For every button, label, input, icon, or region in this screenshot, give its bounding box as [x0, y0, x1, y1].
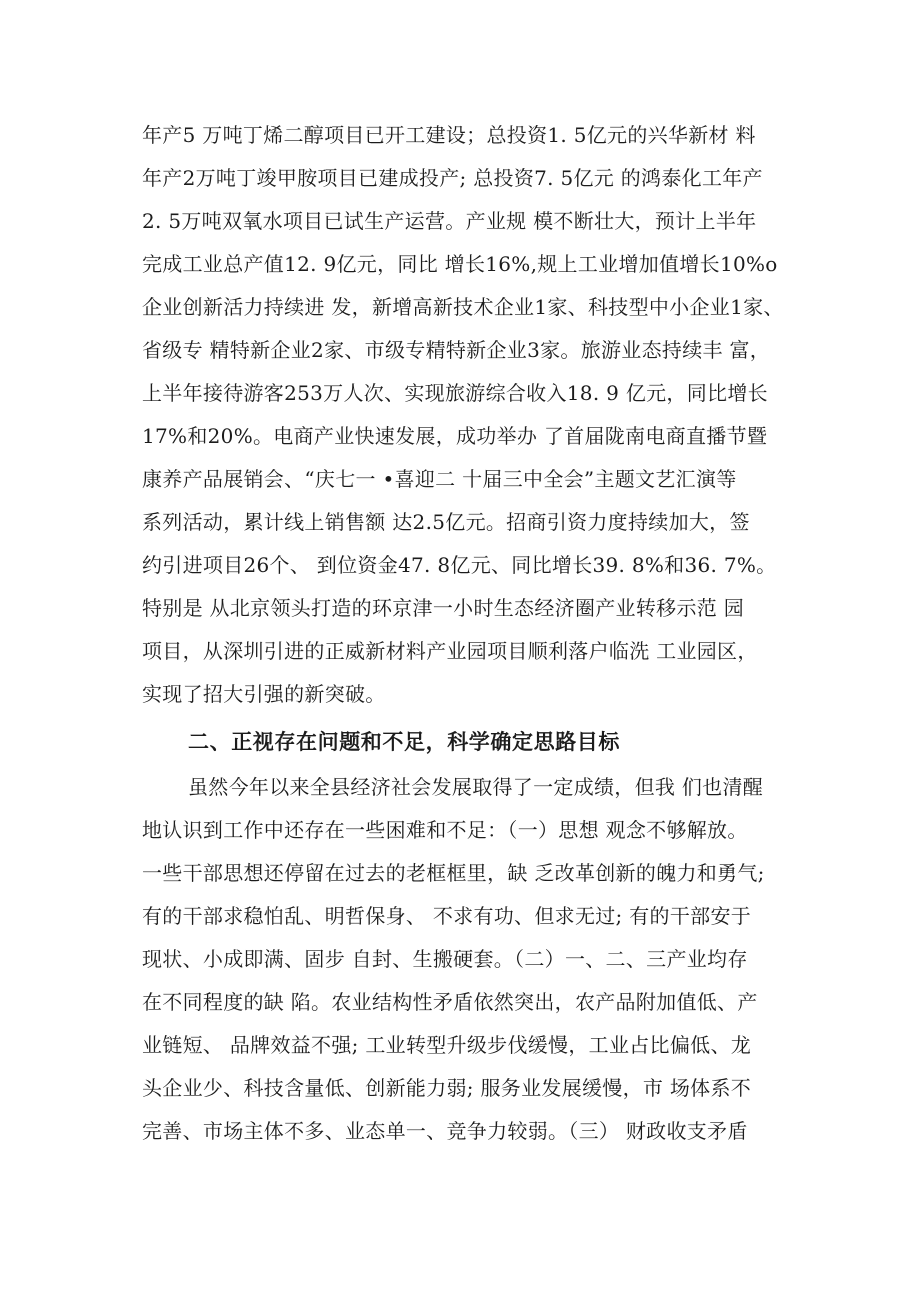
paragraph-line: 省级专 精特新企业2家、市级专精特新企业3家。旅游业态持续丰 富，: [142, 338, 771, 362]
paragraph-line: 年产2万吨丁竣甲胺项目已建成投产; 总投资7. 5亿元 的鸿泰化工年产: [142, 166, 763, 190]
paragraph-line: 实现了招大引强的新突破。: [142, 682, 386, 706]
paragraph-line: 上半年接待游客253万人次、实现旅游综合收入18. 9 亿元，同比增长: [142, 381, 768, 405]
paragraph-line: 17%和20%。电商产业快速发展，成功举办 了首届陇南电商直播节暨: [142, 424, 768, 448]
paragraph-line: 项目，从深圳引进的正威新材料产业园项目顺利落户临洗 工业园区，: [142, 639, 758, 663]
paragraph-line: 在不同程度的缺 陷。农业结构性矛盾依然突出，农产品附加值低、产: [142, 990, 758, 1014]
section-heading: 二、正视存在问题和不足，科学确定思路目标: [188, 730, 620, 754]
paragraph-line: 完善、市场主体不多、业态单一、竞争力较弱。（三） 财政收支矛盾: [142, 1119, 748, 1143]
paragraph-line: 系列活动，累计线上销售额 达2.5亿元。招商引资力度持续加大，签: [142, 510, 750, 534]
paragraph-line: 现状、小成即满、固步 自封、生搬硬套。（二）一、二、三产业均存: [142, 947, 748, 971]
paragraph-line: 地认识到工作中还存在一些困难和不足：（一）思想 观念不够解放。: [142, 818, 748, 842]
paragraph-line: 虽然今年以来全县经济社会发展取得了一定成绩，但我 们也清醒: [188, 775, 764, 799]
paragraph-line: 企业创新活力持续进 发，新增高新技术企业1家、科技型中小企业1家、: [142, 295, 784, 319]
paragraph-line: 特别是 从北京领头打造的环京津一小时生态经济圈产业转移示范 园: [142, 596, 745, 620]
paragraph-line: 完成工业总产值12. 9亿元，同比 增长16%,规上工业增加值增长10%o: [142, 252, 778, 276]
paragraph-line: 约引进项目26个、 到位资金47. 8亿元、同比增长39. 8%和36. 7%。: [142, 553, 777, 577]
paragraph-line: 业链短、 品牌效益不强; 工业转型升级步伐缓慢，工业占比偏低、龙: [142, 1033, 752, 1057]
paragraph-line: 年产5 万吨丁烯二醇项目已开工建设；总投资1. 5亿元的兴华新材 料: [142, 123, 756, 147]
paragraph-line: 2. 5万吨双氧水项目已试生产运营。产业规 模不断壮大，预计上半年: [142, 209, 757, 233]
paragraph-line: 头企业少、科技含量低、创新能力弱; 服务业发展缓慢，市 场体系不: [142, 1076, 752, 1100]
paragraph-line: 康养产品展销会、“庆七一 •喜迎二 十届三中全会”主题文艺汇演等: [142, 467, 737, 491]
paragraph-line: 有的干部求稳怕乱、明哲保身、 不求有功、但求无过; 有的干部安于: [142, 904, 752, 928]
paragraph-line: 一些干部思想还停留在过去的老框框里，缺 乏改革创新的魄力和勇气;: [142, 861, 765, 885]
